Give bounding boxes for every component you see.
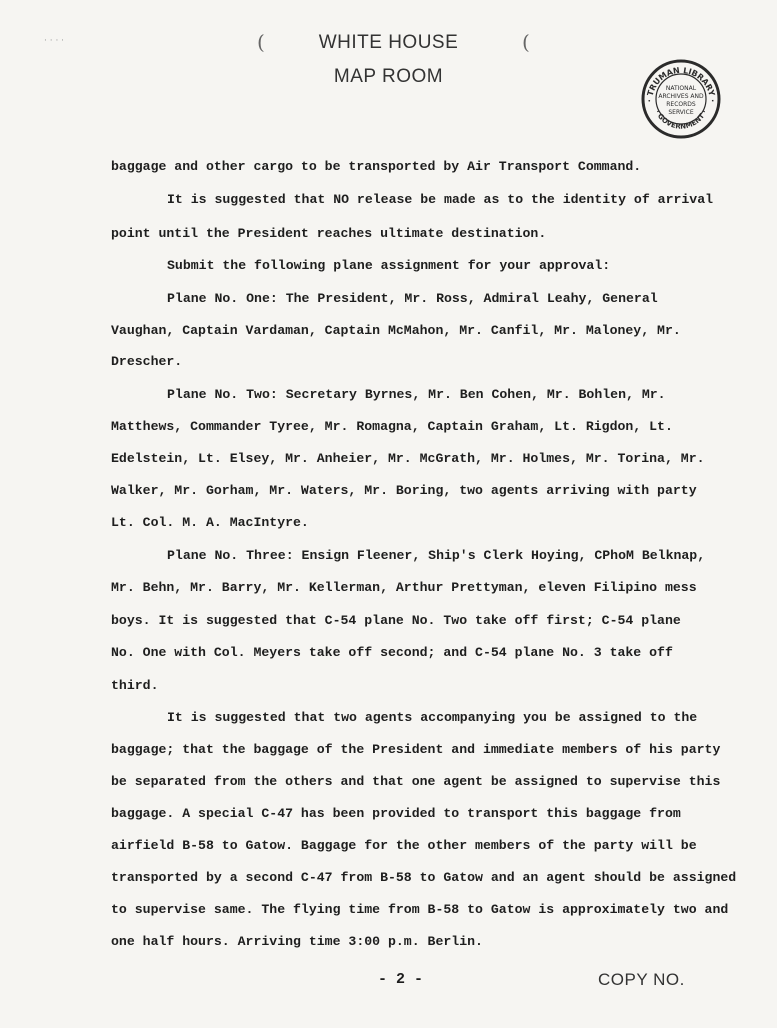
body-line-5: Plane No. One: The President, Mr. Ross, Admiral Leahy, General	[167, 291, 658, 306]
body-line-15: boys. It is suggested that C-54 plane No. Two take off first; C-54 plane	[111, 613, 681, 628]
handwritten-mark-left: (	[257, 30, 265, 54]
svg-text:RECORDS: RECORDS	[666, 101, 696, 108]
body-line-11: Walker, Mr. Gorham, Mr. Waters, Mr. Boring, two agents arriving with party	[111, 483, 697, 498]
body-line-8: Plane No. Two: Secretary Byrnes, Mr. Ben Cohen, Mr. Bohlen, Mr.	[167, 387, 666, 402]
body-line-12: Lt. Col. M. A. MacIntyre.	[111, 515, 309, 530]
svg-text:ARCHIVES AND: ARCHIVES AND	[658, 93, 704, 100]
body-line-23: transported by a second C-47 from B-58 to Gatow and an agent should be assigned	[111, 870, 737, 885]
body-line-16: No. One with Col. Meyers take off second; and C-54 plane No. 3 take off	[111, 645, 673, 660]
body-line-21: baggage. A special C-47 has been provided to transport this baggage from	[111, 806, 681, 821]
copy-number-label: COPY NO.	[598, 970, 685, 989]
paper-specks: · ‧ · ·	[44, 36, 65, 46]
body-line-1: baggage and other cargo to be transported by Air Transport Command.	[111, 159, 642, 174]
body-line-2: It is suggested that NO release be made as to the identity of arrival	[167, 192, 714, 207]
svg-text:NATIONAL: NATIONAL	[665, 85, 697, 92]
body-line-19: baggage; that the baggage of the President and immediate members of his party	[111, 742, 721, 757]
letterhead-white-house: WHITE HOUSE	[318, 32, 459, 53]
archives-stamp-icon	[640, 58, 722, 140]
stamp-top-text: · TRUMAN LIBRARY ·	[644, 65, 718, 103]
page-number: - 2 -	[378, 971, 424, 988]
stamp-bottom-text: · GOVERNMENT ·	[653, 108, 709, 131]
body-line-13: Plane No. Three: Ensign Fleener, Ship's Clerk Hoying, CPhoM Belknap,	[167, 548, 706, 563]
body-line-10: Edelstein, Lt. Elsey, Mr. Anheier, Mr. McGrath, Mr. Holmes, Mr. Torina, Mr.	[111, 451, 705, 466]
body-line-24: to supervise same. The flying time from B-58 to Gatow is approximately two and	[111, 902, 729, 917]
body-line-9: Matthews, Commander Tyree, Mr. Romagna, Captain Graham, Lt. Rigdon, Lt.	[111, 419, 673, 434]
body-line-17: third.	[111, 678, 159, 693]
body-line-6: Vaughan, Captain Vardaman, Captain McMahon, Mr. Canfil, Mr. Maloney, Mr.	[111, 323, 681, 338]
body-line-3: point until the President reaches ultimate destination.	[111, 226, 547, 241]
handwritten-mark-right: (	[522, 30, 530, 54]
body-line-14: Mr. Behn, Mr. Barry, Mr. Kellerman, Arthur Prettyman, eleven Filipino mess	[111, 580, 697, 595]
body-line-4: Submit the following plane assignment for your approval:	[167, 258, 611, 273]
body-line-22: airfield B-58 to Gatow. Baggage for the other members of the party will be	[111, 838, 697, 853]
letterhead-map-room: MAP ROOM	[333, 66, 444, 87]
body-line-18: It is suggested that two agents accompanying you be assigned to the	[167, 710, 698, 725]
body-line-7: Drescher.	[111, 354, 183, 369]
body-line-25: one half hours. Arriving time 3:00 p.m. Berlin.	[111, 934, 483, 949]
svg-text:SERVICE: SERVICE	[668, 109, 694, 116]
body-line-20: be separated from the others and that one agent be assigned to supervise this	[111, 774, 721, 789]
